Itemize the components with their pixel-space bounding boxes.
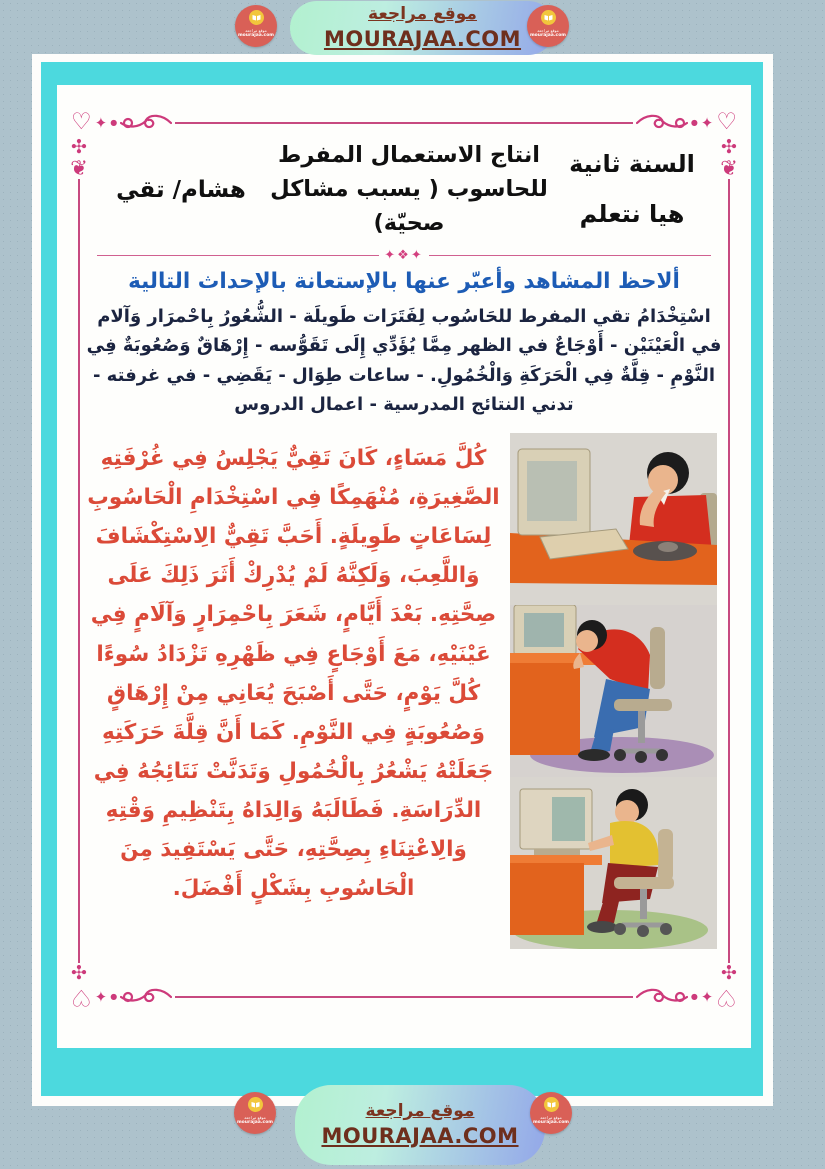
heart-icon: ♡ xyxy=(716,109,737,135)
teal-frame xyxy=(41,62,763,1096)
site-name-arabic-link[interactable]: موقع مراجعة xyxy=(368,4,477,25)
header-divider xyxy=(97,248,711,263)
swirl-icon: ❦ xyxy=(70,155,88,180)
heart-icon: ♡ xyxy=(71,984,92,1010)
frame-top-line xyxy=(175,122,633,124)
author-name: هشام/ تقي xyxy=(116,176,246,203)
divider-line xyxy=(429,255,711,256)
lesson-header xyxy=(57,85,751,246)
chair-wheel xyxy=(656,749,668,761)
frame-left-ornament xyxy=(67,137,91,984)
badge-arabic-label: موقع مراجعة xyxy=(244,1115,266,1120)
swirl-icon: ❦ xyxy=(720,155,738,180)
flourish-icon xyxy=(120,986,172,1008)
dot-icon: ● xyxy=(690,118,698,127)
frame-right-line xyxy=(728,179,730,963)
monitor-screen xyxy=(527,461,577,521)
boy-face xyxy=(615,800,639,824)
site-banner-bottom xyxy=(0,1082,825,1169)
badge-domain-label: mourajaa.com xyxy=(532,1120,569,1125)
sparkle-icon: ✦ xyxy=(700,987,714,1006)
main-content xyxy=(83,433,717,949)
boy-face xyxy=(648,465,678,495)
mouse xyxy=(658,542,678,552)
flourish-icon xyxy=(636,986,688,1008)
flourish-icon xyxy=(636,112,688,134)
fleuron-icon: ✣ xyxy=(71,136,87,158)
mourajaa-badge xyxy=(527,5,569,47)
monitor-screen xyxy=(524,613,564,647)
chair-pole xyxy=(640,889,647,919)
flourish-icon xyxy=(120,112,172,134)
site-domain-link[interactable]: MOURAJAA.COM xyxy=(323,26,522,51)
boy-face xyxy=(576,630,598,652)
frame-top-ornament xyxy=(71,111,737,134)
book-icon xyxy=(544,1097,559,1112)
site-name-arabic-link[interactable]: موقع مراجعة xyxy=(365,1101,475,1122)
chair-wheel xyxy=(635,751,647,763)
chair-back xyxy=(658,829,673,881)
mourajaa-badge xyxy=(234,1092,276,1134)
illustration-boy-hunched xyxy=(510,605,717,777)
badge-domain-label: mourajaa.com xyxy=(237,33,274,38)
story-paragraph: كُلَّ مَسَاءٍ، كَانَ تَقِيٌّ يَجْلِسُ فِي غُرْفَتِهِ الصَّغِيرَةِ، مُنْهَمِكًا فِي اسْتِخْدَامِ الْحَاسُوبِ لِسَاعَاتٍ طَوِيلَةٍ. أَحَبَّ تَقِيٌّ الِاسْتِكْشَافَ وَاللَّعِبَ، وَلَكِنَّهُ لَمْ يُدْرِكْ أَثَرَ ذَلِكَ عَلَى صِحَّتِهِ. بَعْدَ أَيَّامٍ، شَعَرَ بِاحْمِرَارٍ وَآلَامٍ فِي عَيْنَيْهِ، مَعَ أَوْجَاعٍ فِي ظَهْرِهِ تَزْدَادُ سُوءًا كُلَّ يَوْمٍ، حَتَّى أَصْبَحَ يُعَانِي مِنْ إِرْهَاقٍ وَصُعُوبَةٍ فِي النَّوْمِ. كَمَا أَنَّ قِلَّةَ حَرَكَتِهِ جَعَلَتْهُ يَشْعُرُ بِالْخُمُولِ وَتَدَنَّتْ نَتَائِجُهُ فِي الدِّرَاسَةِ. فَطَالَبَهُ وَالِدَاهُ بِتَنْظِيمِ وَقْتِهِ وَالِاعْتِنَاءِ بِصِحَّتِهِ، حَتَّى يَسْتَفِيدَ مِنَ الْحَاسُوبِ بِشَكْلٍ أَفْضَلَ. xyxy=(87,445,500,902)
year-line1: السنة ثانية xyxy=(569,150,695,178)
badge-domain-label: mourajaa.com xyxy=(529,33,566,38)
monitor-screen xyxy=(552,797,585,841)
dot-icon: ● xyxy=(110,992,118,1001)
chair-wheel xyxy=(637,925,649,937)
book-icon xyxy=(541,10,556,25)
lesson-title xyxy=(261,139,557,240)
desk-side xyxy=(510,663,580,755)
paper-sheet xyxy=(32,54,773,1106)
instruction-heading: ألاحظ المشاهد وأعبّر عنها بالإستعانة بالإحداث التالية xyxy=(128,269,680,295)
illustration-boy-rubbing-eyes xyxy=(510,433,717,605)
chair-seat xyxy=(614,877,674,889)
chair-wheel xyxy=(614,923,626,935)
heart-icon: ♡ xyxy=(71,109,92,135)
lesson-title-line: للحاسوب ( يسبب مشاكل xyxy=(270,175,548,202)
year-line2: هيا نتعلم xyxy=(579,200,685,229)
lesson-title-line: انتاج الاستعمال المفرط xyxy=(277,142,540,168)
chair-wheel xyxy=(660,923,672,935)
divider-ornament-icon: ✦❖✦ xyxy=(384,248,424,264)
heart-icon: ♡ xyxy=(716,984,737,1010)
content-card xyxy=(57,85,751,1048)
fleuron-icon: ✣ xyxy=(721,962,737,985)
frame-right-ornament xyxy=(717,137,741,984)
dot-icon: ● xyxy=(110,118,118,127)
frame-bottom-ornament xyxy=(71,985,737,1008)
fleuron-icon: ✣ xyxy=(721,136,737,158)
sparkle-icon: ✦ xyxy=(700,113,714,132)
desk-side xyxy=(510,863,584,935)
monitor-base xyxy=(534,849,580,855)
chair-wheel xyxy=(614,749,626,761)
sparkle-icon: ✦ xyxy=(94,987,108,1006)
site-domain-link[interactable]: MOURAJAA.COM xyxy=(321,1123,519,1148)
book-icon xyxy=(249,10,264,25)
mourajaa-badge xyxy=(530,1092,572,1134)
site-link-pill-top[interactable] xyxy=(290,1,555,55)
fleuron-icon: ✣ xyxy=(71,962,87,985)
dot-icon: ● xyxy=(690,992,698,1001)
illustration-strip xyxy=(510,433,717,949)
badge-domain-label: mourajaa.com xyxy=(236,1120,273,1125)
illustration-boy-upright xyxy=(510,777,717,949)
frame-bottom-line xyxy=(175,996,633,998)
lesson-title-line: صحيّة) xyxy=(373,209,445,236)
year-block xyxy=(557,139,707,240)
book-icon xyxy=(248,1097,263,1112)
sparkle-icon: ✦ xyxy=(94,113,108,132)
divider-line xyxy=(97,255,379,256)
mourajaa-badge xyxy=(235,5,277,47)
frame-left-line xyxy=(78,179,80,963)
shoe xyxy=(587,921,617,933)
vocabulary-paragraph: اسْتِخْدَامُ تقي المفرط للحَاسُوب لِفَتَرَات طَويلَة - الشُّعُورُ بِاحْمرَار وَآلام في الْعَيْنَيْن - أَوْجَاعٌ في الظهر مِمَّا يُؤَدِّي إِلَى تَقَوُّسه - إِرْهَاقٌ وَصُعُوبَةٌ فِي النَّوْمِ - قِلَّةٌ فِي الْحَرَكَةِ وَالْخُمُولِ. - ساعات طِوَال - يَقَضِي - في غرفته - تدني النتائج المدرسية - اعمال الدروس xyxy=(86,306,722,415)
site-banner-top xyxy=(0,0,825,58)
chair-pole xyxy=(638,711,645,743)
chair-back xyxy=(650,627,665,689)
site-link-pill-bottom[interactable] xyxy=(295,1085,545,1165)
badge-arabic-label: موقع مراجعة xyxy=(537,28,559,33)
badge-arabic-label: موقع مراجعة xyxy=(245,28,267,33)
shoe xyxy=(578,749,610,761)
badge-arabic-label: موقع مراجعة xyxy=(540,1115,562,1120)
chair-seat xyxy=(614,699,672,711)
